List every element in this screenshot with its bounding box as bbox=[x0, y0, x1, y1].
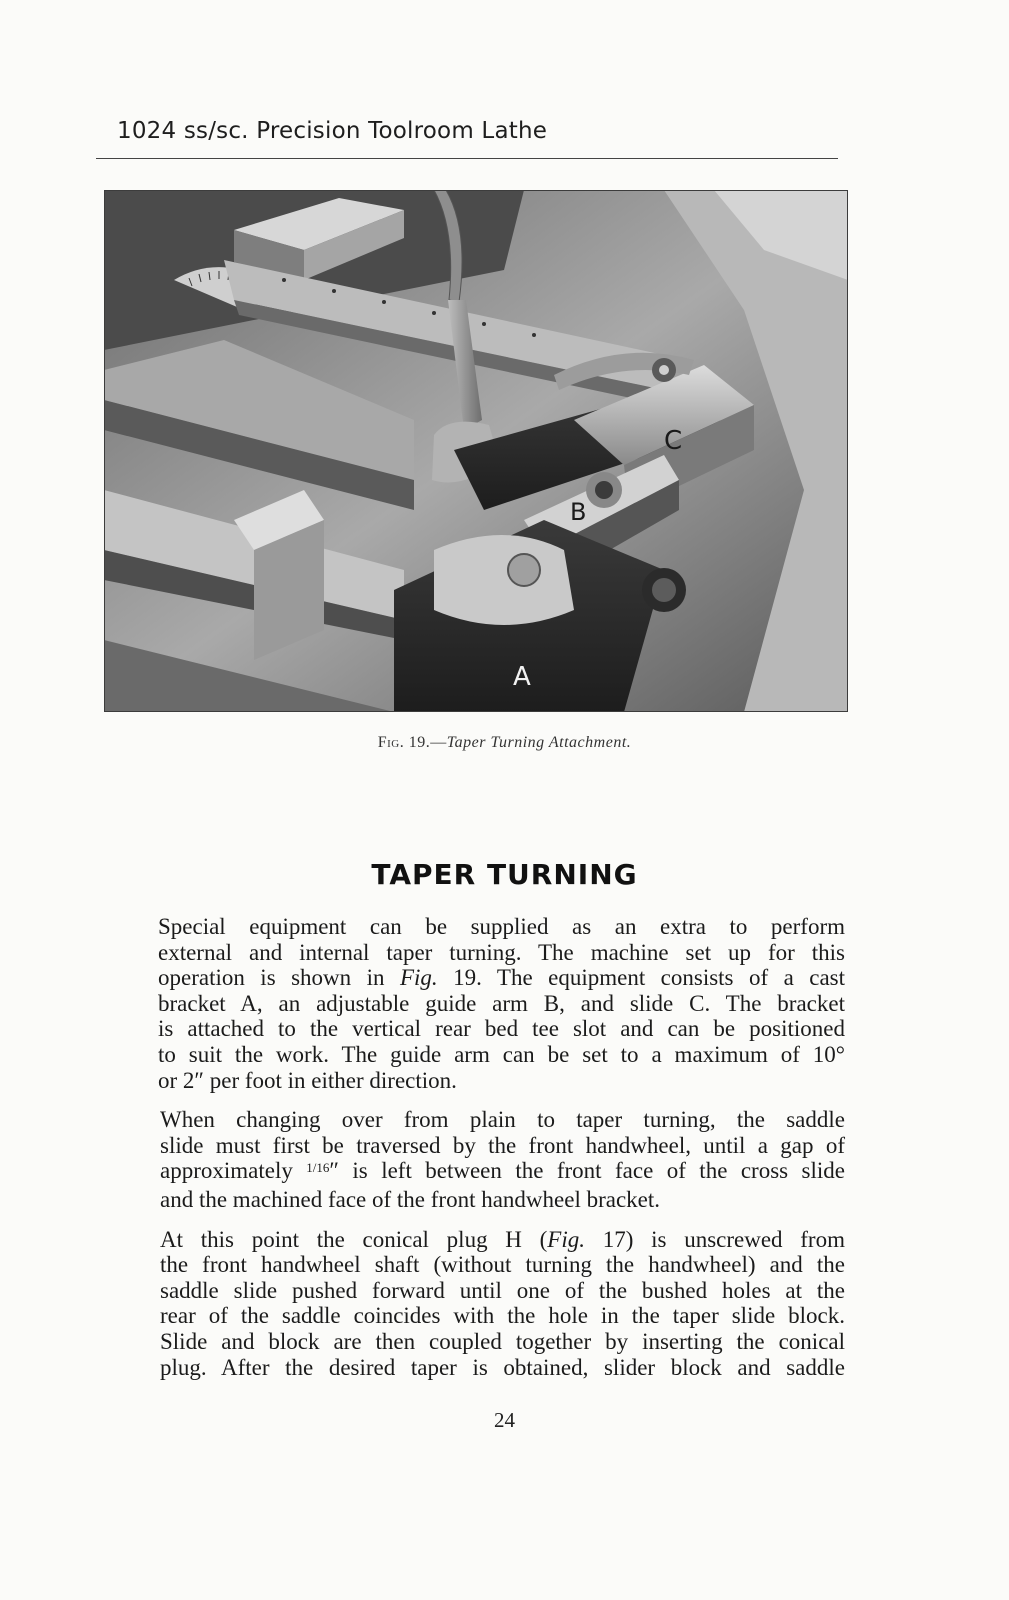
text-line: Slide and block are then coupled together by inserting the conical bbox=[160, 1328, 845, 1354]
caption-title: Taper Turning Attachment. bbox=[446, 734, 632, 751]
text-line: is attached to the vertical rear bed tee slot and can be positioned bbox=[158, 1016, 845, 1042]
caption-dash: — bbox=[430, 734, 447, 751]
running-head: 1024 ss/sc. Precision Toolroom Lathe bbox=[117, 118, 548, 144]
text-line: slide must first be traversed by the front handwheel, until a gap of bbox=[160, 1132, 845, 1158]
text-run: approximately bbox=[160, 1158, 307, 1184]
callout-c: C bbox=[664, 426, 683, 456]
text-line: When changing over from plain to taper turning, the saddle bbox=[160, 1107, 845, 1133]
callout-b: B bbox=[570, 498, 587, 526]
text-line: to suit the work. The guide arm can be set to a maximum of 10° bbox=[158, 1041, 845, 1067]
text-run: At this point the conical plug H ( bbox=[160, 1226, 548, 1252]
figure-caption bbox=[0, 734, 1009, 752]
text-line bbox=[110, 965, 845, 991]
section-heading: TAPER TURNING bbox=[371, 858, 638, 891]
fraction: 1/16 bbox=[306, 1160, 330, 1176]
figure-reference: Fig. bbox=[399, 965, 438, 991]
page-number: 24 bbox=[494, 1408, 515, 1432]
text-line: or 2″ per foot in either direction. bbox=[158, 1067, 457, 1093]
text-line: the front handwheel shaft (without turning the handwheel) and the bbox=[160, 1252, 845, 1278]
text-line: Special equipment can be supplied as an extra to perform bbox=[158, 914, 845, 939]
paragraph-3 bbox=[110, 1227, 845, 1381]
callout-a: A bbox=[513, 662, 531, 692]
text-run: ″ is left between the front face of the cross slide bbox=[329, 1158, 845, 1184]
figure-photo bbox=[104, 190, 848, 712]
lathe-photo-illustration bbox=[104, 190, 848, 712]
text-line: plug. After the desired taper is obtained, slider block and saddle bbox=[160, 1354, 845, 1380]
text-line: saddle slide pushed forward until one of the bushed holes at the bbox=[160, 1277, 845, 1303]
caption-label: Fig. 19. bbox=[377, 734, 431, 751]
text-line: rear of the saddle coincides with the hole in the taper slide block. bbox=[160, 1303, 845, 1329]
text-run: 17) is unscrewed from bbox=[585, 1226, 845, 1252]
paragraph-1 bbox=[110, 914, 845, 1093]
text-line: and the machined face of the front handwheel bracket. bbox=[160, 1186, 661, 1212]
text-line bbox=[110, 1227, 845, 1253]
text-line: bracket A, an adjustable guide arm B, and slide C. The bracket bbox=[158, 990, 845, 1016]
text-run: 19. The equipment consists of a cast bbox=[437, 965, 845, 991]
header-rule bbox=[96, 158, 838, 159]
text-line: external and internal taper turning. The machine set up for this bbox=[158, 939, 845, 965]
body-text bbox=[110, 914, 845, 1394]
figure-reference: Fig. bbox=[547, 1226, 585, 1252]
paragraph-2 bbox=[110, 1107, 845, 1212]
text-line bbox=[110, 1158, 845, 1187]
text-run: operation is shown in bbox=[158, 965, 400, 991]
